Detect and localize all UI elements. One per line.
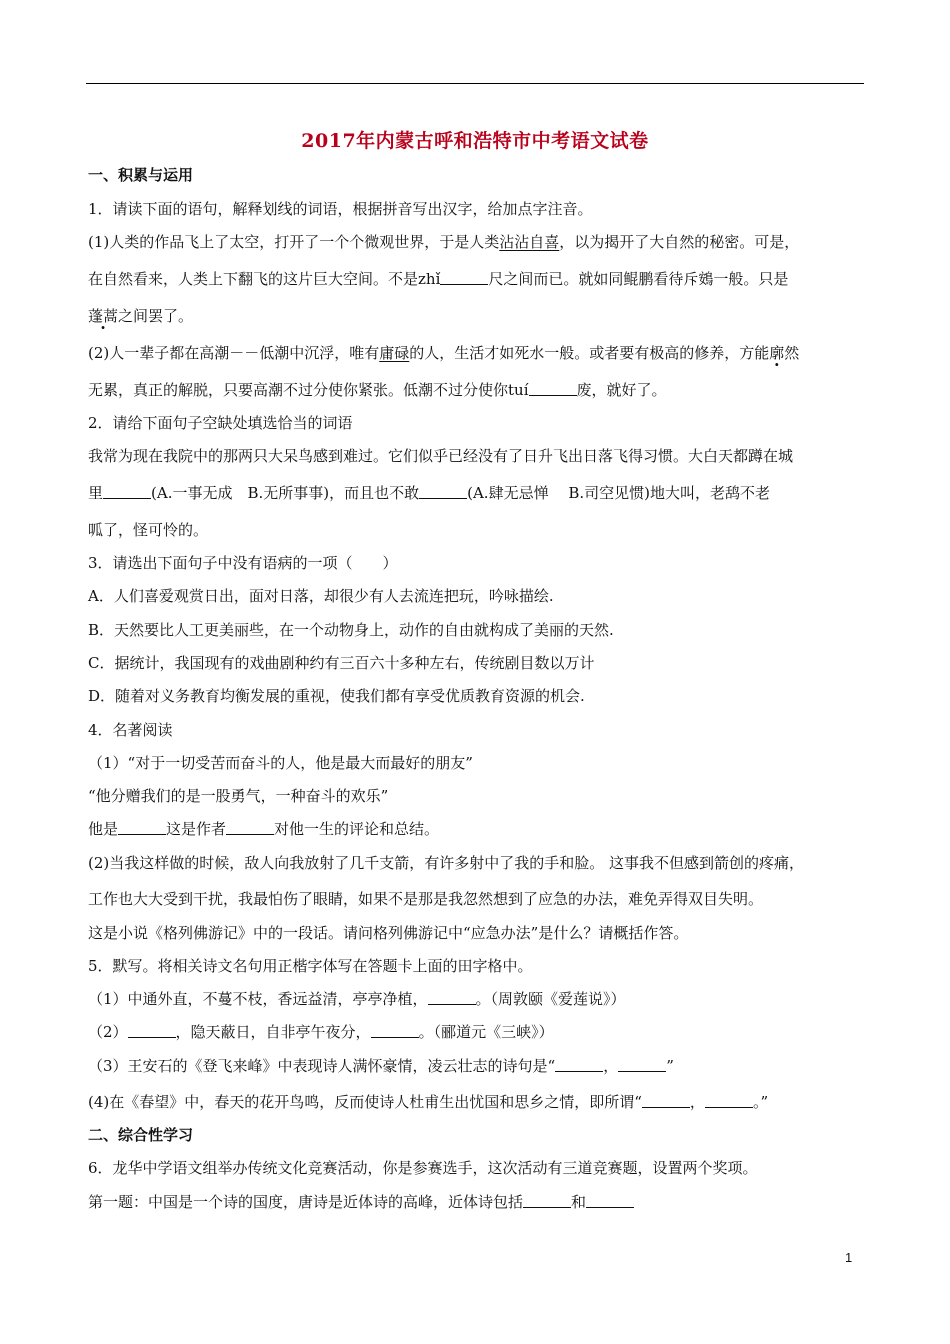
section-heading-1: 一、积累与运用	[88, 166, 194, 184]
fill-blank	[705, 1106, 753, 1108]
q5-stem: 5．默写。将相关诗文名句用正楷字体写在答题卡上面的田字格中。	[88, 957, 533, 975]
q5-line2: （2） ，隐天蔽日，自非亭午夜分， 。（郦道元《三峡》）	[88, 1023, 554, 1041]
q2-stem: 2．请给下面句子空缺处填选恰当的词语	[88, 414, 353, 432]
q6-stem: 6．龙华中学语文组举办传统文化竞赛活动，你是参赛选手，这次活动有三道竞赛题，设置两个奖项。	[88, 1159, 758, 1177]
q1-p2-line1: (2)人一辈子都在高潮－－低潮中沉浮，唯有庸碌的人，生活才如死水一般。或者要有极高的修养，方能廓然	[88, 344, 800, 362]
q1-p1-line3: 蓬蒿之间罢了。	[88, 307, 194, 325]
q3-stem: 3．请选出下面句子中没有语病的一项（ ）	[88, 554, 398, 572]
q4-line5: 工作也大大受到干扰，我最怕伤了眼睛，如果不是那是我忽然想到了应急的办法，难免弄得双目失明。	[88, 890, 764, 908]
q2-line2: 里 (A.一事无成 B.无所事事)，而且也不敢 (A.肆无忌惮 B.司空见惯)地大叫，老鸹不老	[88, 484, 770, 502]
fill-blank	[555, 1070, 603, 1072]
q2-line1: 我常为现在我院中的那两只大呆鸟感到难过。它们似乎已经没有了日升飞出日落飞得习惯。大白天都蹲在城	[88, 447, 794, 465]
fill-blank	[523, 1206, 571, 1208]
q4-line2: “他分赠我们的是一股勇气，一种奋斗的欢乐”	[88, 787, 389, 805]
underlined-word: 沾沾自喜	[499, 233, 560, 251]
q1-p2-line2: 无累，真正的解脱，只要高潮不过分使你紧张。低潮不过分使你tuí 废，就好了。	[88, 381, 667, 399]
fill-blank	[618, 1070, 666, 1072]
fill-blank	[226, 833, 274, 835]
q3-option-d: D．随着对义务教育均衡发展的重视，使我们都有享受优质教育资源的机会.	[88, 687, 585, 705]
fill-blank	[128, 1036, 176, 1038]
q4-line1: （1）“对于一切受苦而奋斗的人，他是最大而最好的朋友”	[88, 754, 473, 772]
fill-blank	[419, 497, 467, 499]
page-number: 1	[845, 1250, 853, 1265]
q6-line1: 第一题：中国是一个诗的国度，唐诗是近体诗的高峰，近体诗包括 和	[88, 1191, 634, 1212]
q4-line4: (2)当我这样做的时候，敌人向我放射了几千支箭，有许多射中了我的手和脸。 这事我不但感到箭创的疼痛，	[88, 854, 805, 872]
q3-option-b: B．天然要比人工更美丽些，在一个动物身上，动作的自由就构成了美丽的天然.	[88, 621, 614, 639]
fill-blank	[428, 1003, 476, 1005]
fill-blank	[118, 833, 166, 835]
dotted-characters: 蓬蒿	[88, 307, 119, 325]
q4-line6: 这是小说《格列佛游记》中的一段话。请问格列佛游记中“应急办法”是什么？请概括作答。	[88, 924, 689, 942]
q3-option-a: A．人们喜爱观赏日出，面对日落，却很少有人去流连把玩，吟咏描绘.	[88, 587, 554, 605]
q3-option-c: C．据统计，我国现有的戏曲剧种约有三百六十多种左右，传统剧目数以万计	[88, 654, 595, 672]
dotted-character: 廓	[769, 344, 785, 362]
fill-blank	[529, 394, 577, 396]
fill-blank	[371, 1036, 419, 1038]
q5-line3: （3）王安石的《登飞来峰》中表现诗人满怀豪情，凌云壮志的诗句是“ ， ”	[88, 1057, 674, 1075]
section-heading-2: 二、综合性学习	[88, 1126, 194, 1144]
fill-blank	[586, 1206, 634, 1208]
fill-blank	[440, 283, 488, 285]
q4-line3: 他是 这是作者 对他一生的评论和总结。	[88, 820, 440, 838]
q5-line4: (4)在《春望》中，春天的花开鸟鸣，反而使诗人杜甫生出忧国和思乡之情，即所谓“ ， 。”	[88, 1093, 769, 1111]
fill-blank	[642, 1106, 690, 1108]
q1-stem: 1．请读下面的语句，解释划线的词语，根据拼音写出汉字，给加点字注音。	[88, 200, 593, 218]
q1-p1-line2: 在自然看来，人类上下翻飞的这片巨大空间。不是zhǐ 尺之间而已。就如同鲲鹏看待斥鴳一般。只是	[88, 270, 789, 288]
fill-blank	[103, 497, 151, 499]
underlined-word: 庸碌	[379, 344, 410, 362]
page-title: 2017年内蒙古呼和浩特市中考语文试卷	[301, 130, 649, 152]
q5-line1: （1）中通外直，不蔓不枝，香远益清，亭亭净植， 。（周敦颐《爱莲说》）	[88, 990, 626, 1008]
q4-stem: 4．名著阅读	[88, 721, 173, 739]
q1-p1-line1: (1)人类的作品飞上了太空，打开了一个个微观世界，于是人类沾沾自喜，以为揭开了大自然的秘密。可是，	[88, 233, 800, 251]
q2-line3: 呱了，怪可怜的。	[88, 521, 209, 539]
header-rule	[86, 83, 864, 84]
